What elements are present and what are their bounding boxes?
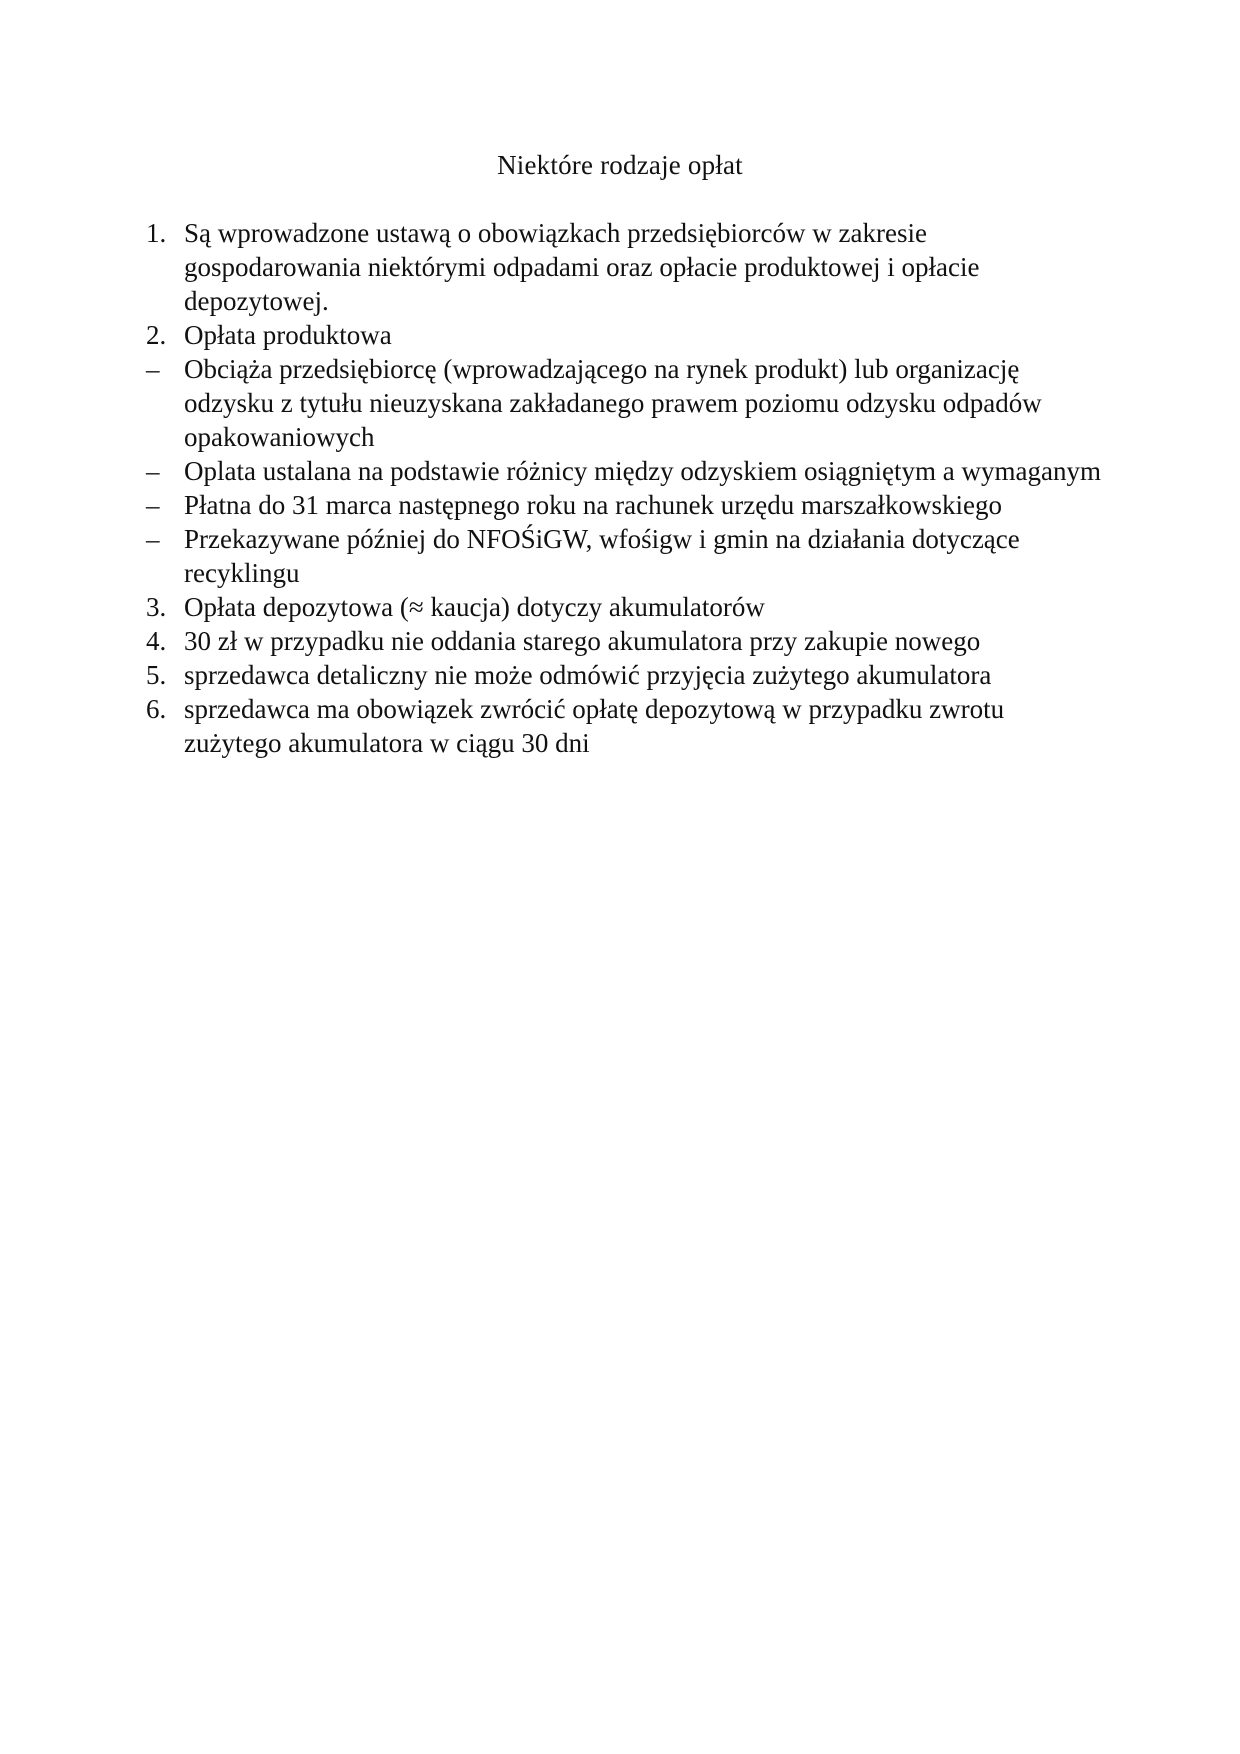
list-subitem-text: Oplata ustalana na podstawie różnicy między odzyskiem osiągniętym a wymaganym	[184, 456, 1101, 486]
list-subitem-text: Obciąża przedsiębiorcę (wprowadzającego na rynek produkt) lub organizację odzysku z tytułu nieuzyskana zakładanego prawem poziomu odzysku odpadów opakowaniowych	[184, 354, 1042, 452]
list-subitem-text: Przekazywane później do NFOŚiGW, wfośigw i gmin na działania dotyczące recyklingu	[184, 524, 1020, 588]
list-subitem-4	[146, 522, 1106, 590]
list-item-3	[146, 590, 1106, 624]
dash-marker: –	[146, 456, 160, 486]
list-subitem-2	[146, 454, 1106, 488]
list-item-text: sprzedawca ma obowiązek zwrócić opłatę depozytową w przypadku zwrotu zużytego akumulatora w ciągu 30 dni	[184, 694, 1005, 758]
list-item-1	[146, 216, 1106, 318]
list-marker: 1.	[146, 218, 167, 248]
dash-marker: –	[146, 524, 160, 554]
list-item-5	[146, 658, 1106, 692]
list-subitem-1	[146, 352, 1106, 454]
content-list	[146, 216, 1106, 760]
list-marker: 5.	[146, 660, 167, 690]
document-title: Niektóre rodzaje opłat	[497, 150, 743, 180]
list-subitem-text: Płatna do 31 marca następnego roku na rachunek urzędu marszałkowskiego	[184, 490, 1002, 520]
list-marker: 4.	[146, 626, 167, 656]
list-item-text: Opłata produktowa	[184, 320, 392, 350]
dash-marker: –	[146, 354, 160, 384]
list-item-4	[146, 624, 1106, 658]
list-item-6	[146, 692, 1106, 760]
list-subitem-3	[146, 488, 1106, 522]
list-marker: 6.	[146, 694, 167, 724]
list-item-2	[146, 318, 1106, 352]
list-item-text: sprzedawca detaliczny nie może odmówić przyjęcia zużytego akumulatora	[184, 660, 992, 690]
list-item-text: 30 zł w przypadku nie oddania starego akumulatora przy zakupie nowego	[184, 626, 981, 656]
list-item-text: Opłata depozytowa (≈ kaucja) dotyczy akumulatorów	[184, 592, 765, 622]
list-marker: 2.	[146, 320, 167, 350]
list-item-text: Są wprowadzone ustawą o obowiązkach przedsiębiorców w zakresie gospodarowania niektórymi odpadami oraz opłacie produktowej i opłacie depozytowej.	[184, 218, 980, 316]
dash-marker: –	[146, 490, 160, 520]
list-marker: 3.	[146, 592, 167, 622]
